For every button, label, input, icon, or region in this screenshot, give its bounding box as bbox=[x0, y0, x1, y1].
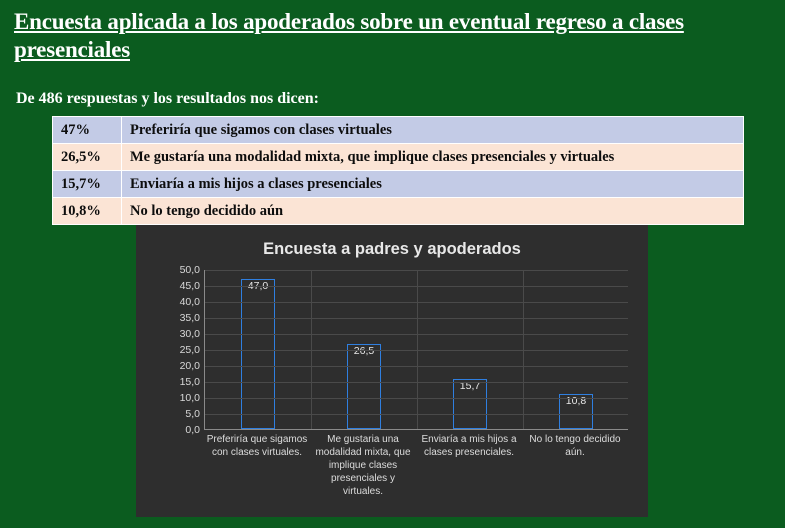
y-tick-label: 40,0 bbox=[179, 296, 200, 308]
bar-value-label: 26,5 bbox=[353, 345, 375, 358]
y-tick-label: 10,0 bbox=[179, 392, 200, 404]
y-tick-label: 15,0 bbox=[179, 376, 200, 388]
results-table bbox=[52, 116, 744, 225]
table-row bbox=[53, 171, 744, 198]
row-percent: 10,8% bbox=[53, 198, 122, 225]
plot-area bbox=[204, 270, 628, 430]
bar-value-label: 15,7 bbox=[459, 379, 481, 392]
row-text: Me gustaría una modalidad mixta, que implique clases presenciales y virtuales bbox=[122, 144, 744, 171]
y-tick-label: 0,0 bbox=[185, 424, 200, 436]
table-row bbox=[53, 144, 744, 171]
y-tick-label: 50,0 bbox=[179, 264, 200, 276]
gridline-vertical bbox=[523, 270, 524, 429]
table-row bbox=[53, 117, 744, 144]
y-tick-label: 20,0 bbox=[179, 360, 200, 372]
y-tick-label: 45,0 bbox=[179, 280, 200, 292]
gridline-vertical bbox=[417, 270, 418, 429]
y-tick-label: 5,0 bbox=[185, 408, 200, 420]
x-axis-labels bbox=[204, 433, 628, 513]
y-tick-label: 30,0 bbox=[179, 328, 200, 340]
x-tick-label: No lo tengo decidido aún. bbox=[529, 434, 621, 458]
row-percent: 47% bbox=[53, 117, 122, 144]
gridline-vertical bbox=[311, 270, 312, 429]
x-tick-label: Preferiría que sigamos con clases virtuales. bbox=[206, 434, 308, 458]
bar-value-label: 10,8 bbox=[565, 395, 587, 408]
row-text: Preferiría que sigamos con clases virtuales bbox=[122, 117, 744, 144]
x-tick-label: Me gustaria una modalidad mixta, que implique clases presenciales y virtuales. bbox=[315, 434, 411, 497]
row-text: No lo tengo decidido aún bbox=[122, 198, 744, 225]
x-tick-label: Enviaría a mis hijos a clases presenciales. bbox=[421, 434, 517, 458]
y-axis bbox=[158, 264, 200, 436]
chart-panel bbox=[136, 225, 648, 517]
y-tick-label: 35,0 bbox=[179, 312, 200, 324]
chart-title: Encuesta a padres y apoderados bbox=[263, 240, 521, 258]
row-percent: 15,7% bbox=[53, 171, 122, 198]
y-tick-label: 25,0 bbox=[179, 344, 200, 356]
table-row bbox=[53, 198, 744, 225]
page-title: Encuesta aplicada a los apoderados sobre un eventual regreso a clases presenciales bbox=[14, 9, 684, 62]
row-text: Enviaría a mis hijos a clases presenciales bbox=[122, 171, 744, 198]
row-percent: 26,5% bbox=[53, 144, 122, 171]
plot-wrapper bbox=[136, 264, 648, 517]
bar-value-label: 47,0 bbox=[247, 279, 269, 292]
subtitle: De 486 respuestas y los resultados nos dicen: bbox=[16, 90, 319, 107]
